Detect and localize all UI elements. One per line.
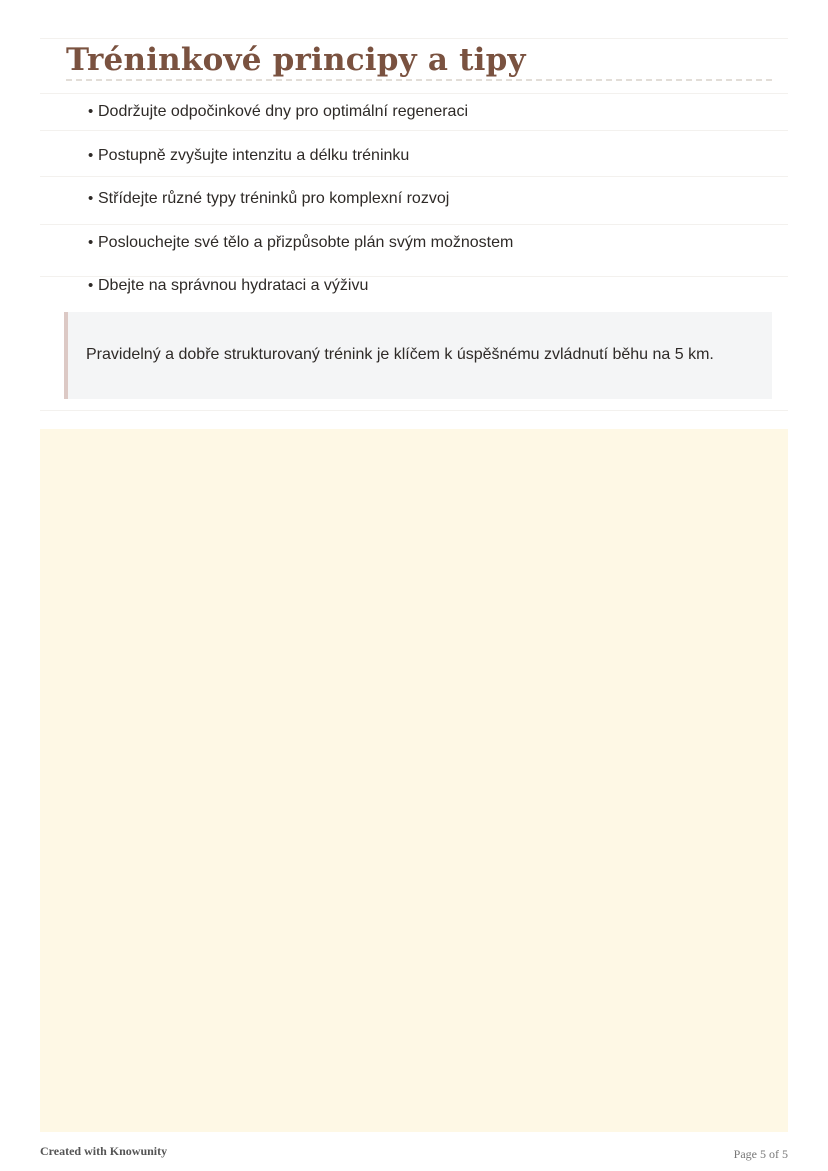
bullet-icon: • [88, 233, 94, 251]
bullet-icon: • [88, 103, 94, 120]
bullet-icon: • [88, 146, 94, 164]
tip-text: Dodržujte odpočinkové dny pro optimální regeneraci [98, 103, 468, 120]
list-item [88, 97, 513, 141]
ruled-line [40, 93, 788, 94]
bullet-icon: • [88, 277, 94, 294]
list-item [88, 141, 513, 185]
tip-text: Postupně zvyšujte intenzitu a délku tréninku [98, 146, 410, 164]
tip-text: Dbejte na správnou hydrataci a výživu [98, 277, 369, 294]
title-underline [66, 79, 772, 81]
list-item [88, 184, 513, 228]
list-item [88, 271, 513, 315]
list-item [88, 228, 513, 272]
tip-text: Poslouchejte své tělo a přizpůsobte plán svým možnostem [98, 233, 514, 251]
ruled-line [40, 410, 788, 411]
bullet-icon: • [88, 190, 94, 207]
notes-area [40, 429, 788, 1132]
page-title: Tréninkové principy a tipy [66, 42, 526, 78]
tips-list [88, 97, 513, 315]
tip-text: Střídejte různé typy tréninků pro komplexní rozvoj [98, 190, 450, 207]
callout-box [64, 312, 772, 399]
page-number: Page 5 of 5 [733, 1147, 788, 1161]
footer-credit: Created with Knowunity [40, 1144, 168, 1158]
callout-text: Pravidelný a dobře strukturovaný trénink je klíčem k úspěšnému zvládnutí běhu na 5 km. [86, 346, 714, 363]
